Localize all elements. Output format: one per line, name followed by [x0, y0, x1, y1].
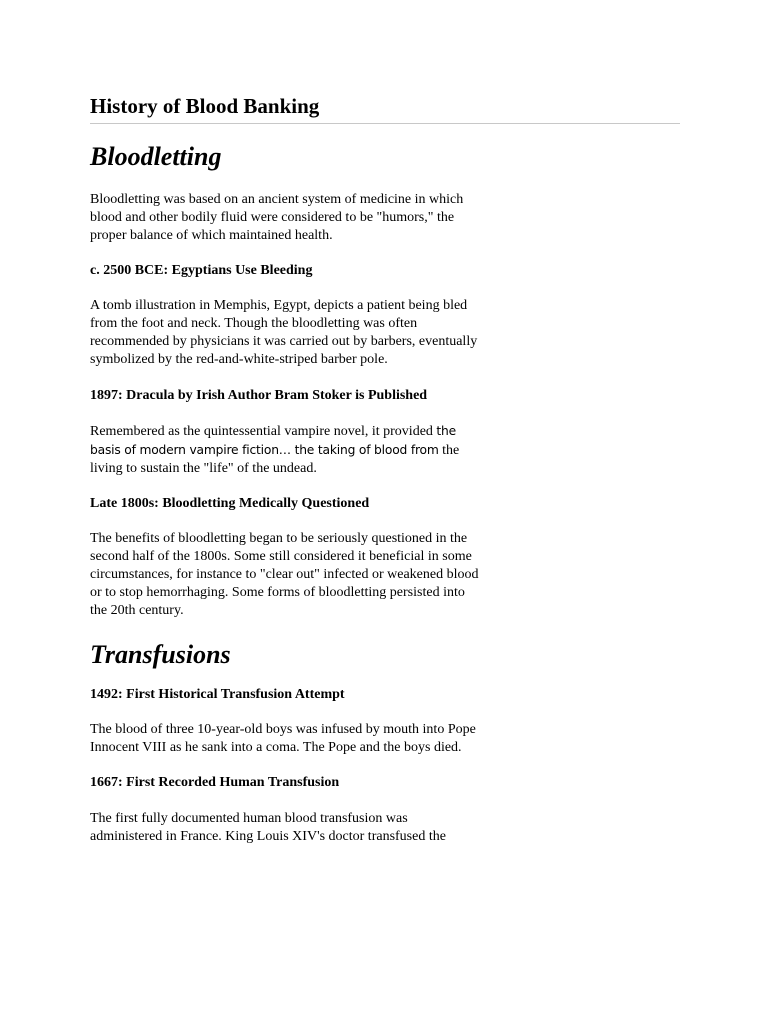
entry-heading-1492: 1492: First Historical Transfusion Attempt [90, 687, 345, 702]
section-heading-bloodletting: Bloodletting [90, 142, 222, 171]
paragraph-2500bce: A tomb illustration in Memphis, Egypt, depicts a patient being bled from the foot and neck. Though the bloodletting was often recommended by physicians it was carried out by barbers, eventually symbolized by the red-and-white-striped barber pole. [90, 298, 478, 367]
paragraph-1897-part-3: the living to sustain the "life" of the undead. [90, 443, 460, 476]
paragraph-1897-part-1: Remembered as the quintessential vampire novel, it provided [90, 424, 433, 439]
paragraph-bloodletting-intro: Bloodletting was based on an ancient system of medicine in which blood and other bodily fluid were considered to be "humors," the proper balance of which maintained health. [90, 192, 464, 243]
paragraph-late-1800s: The benefits of bloodletting began to be seriously questioned in the second half of the 1800s. Some still considered it beneficial in some circumstances, for instance to "clear out" infected or weakened blood or to stop hemorrhaging. Some forms of bloodletting persisted into the 20th century. [90, 531, 479, 618]
section-heading-transfusions: Transfusions [90, 640, 231, 669]
document-page [90, 92, 680, 846]
entry-heading-1897: 1897: Dracula by Irish Author Bram Stoker is Published [90, 388, 428, 403]
paragraph-1897 [90, 422, 480, 478]
paragraph-1897-part-2: the basis of modern vampire fiction… the taking of blood from [90, 424, 456, 457]
entry-heading-1667: 1667: First Recorded Human Transfusion [90, 775, 340, 790]
title-divider [90, 123, 680, 124]
document-title: History of Blood Banking [90, 94, 320, 118]
paragraph-1667: The first fully documented human blood transfusion was administered in France. King Louis XIV's doctor transfused the [90, 811, 446, 844]
paragraph-1492: The blood of three 10-year-old boys was infused by mouth into Pope Innocent VIII as he sank into a coma. The Pope and the boys died. [90, 722, 476, 755]
entry-heading-late-1800s: Late 1800s: Bloodletting Medically Questioned [90, 496, 370, 511]
entry-heading-2500bce: c. 2500 BCE: Egyptians Use Bleeding [90, 263, 313, 278]
